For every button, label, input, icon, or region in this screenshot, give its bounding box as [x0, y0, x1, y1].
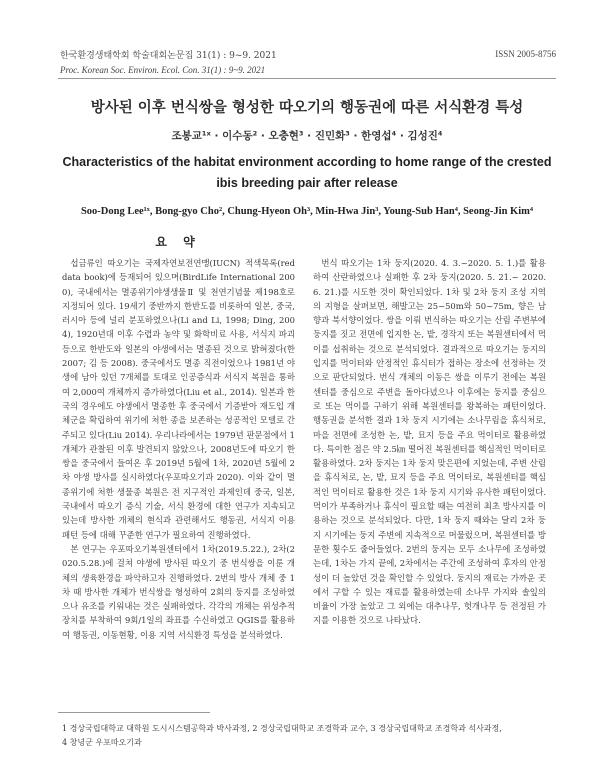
journal-header	[60, 49, 277, 77]
footnote-affiliations: 4 창녕군 우포따오기과	[62, 738, 142, 747]
journal-header-en: Proc. Korean Soc. Environ. Ecol. Con. 31(1) : 9~9. 2021	[60, 65, 266, 75]
title-english: Characteristics of the habitat environment according to home range of the crested ibis breeding pair after release	[62, 155, 552, 190]
abstract-heading: 요 약	[155, 235, 201, 249]
authors-korean: 조봉교¹ˣ · 이수동² · 오충현³ · 진민화³ · 한영섭⁴ · 김성진⁴	[171, 130, 443, 142]
abstract-paragraph: 섭금류인 따오기는 국제자연보전연맹(IUCN) 적색목록(red data book)에 등재되어 있으며(BirdLife International 2000), 국내에서는 멸종위기야생생물Ⅱ 및 천연기념물 제198호로 지정되어 있다. 19세기 중반까지 한반도를 비롯하여 일본, 중국, 러시아 등에 널리 분포하였으나(Li and Li, 1998; Ding, 2004), 1920년대 이후 수렵과 농약 및 화학비료 사용, 서식지 파괴 등으로 한반도와 일본의 야생에서는 멸종된 것으로 밝혀졌다(한 2007; 김 등 2008). 중국에서도 멸종 직전이었으나 1981년 야생에 남아 있던 7개체를 토대로 인공증식과 서식지 복원을 통하여 2,000여 개체까지 증가하였다(Liu et al., 2014). 일본과 한국의 경우에도 야생에서 멸종한 후 중국에서 기증받아 재도입 개체군을 확립하여 위기에 처한 종을 보존하는 성공적인 모델로 간주되고 있다(Liu 2014). 우리나라에서는 1979년 판문점에서 1개체가 관찰된 이후 발견되지 않았으나, 2008년도에 따오기 한 쌍을 중국에서 들여온 후 2019년 5월에 1차, 2020년 5월에 2차 야생 방사를 실시하였다(우포따오기과 2020). 이와 같이 멸종위기에 처한 생물종 복원은 전 지구적인 과제인데 중국, 일본, 국내에서 따오기 증식 기술, 서식 환경에 대한 연구가 지속되고 있는데 방사한 개체의 현식과 관련해서도 행동권, 서식지 이용 패턴 등에 대해 꾸준한 연구가 필요하여 진행하였다.	[62, 258, 295, 540]
issn: ISSN 2005-8756	[495, 49, 556, 59]
title-korean: 방사된 이후 번식쌍을 형성한 따오기의 행동권에 따른 서식환경 특성	[90, 100, 524, 116]
authors-english: Soo-Dong Lee¹ˣ, Bong-gyo Cho², Chung-Hyeon Oh³, Min-Hwa Jin³, Young-Sub Han⁴, Seong-Jin Kim⁴	[80, 206, 534, 217]
journal-header-ko: 한국환경생태학회 학술대회논문집 31(1) : 9~9. 2021	[60, 51, 277, 61]
footnotes	[58, 722, 556, 750]
header-rule	[58, 78, 556, 79]
abstract-right-column	[313, 256, 546, 628]
abstract-paragraph: 번식 따오기는 1차 둥지(2020. 4. 3.~2020. 5. 1.)를 활용하여 산란하였으나 실패한 후 2차 둥지(2020. 5. 21.~ 2020. 6. 21.)를 시도한 것이 확인되었다. 1차 및 2차 둥지 조성 지역의 지형을 살펴보면, 해발고는 25~50m와 50~75m, 향은 남향과 북서향이었다. 쌍을 이뤄 번식하는 따오기는 산림 주변부에 둥지를 짓고 전면에 입지한 논, 밭, 경작지 또는 복원센터에서 먹이를 섭취하는 것으로 분석되었다. 결과적으로 따오기는 둥지의 입지를 먹이터와 안정적인 휴식터가 접하는 장소에 선정하는 것으로 판단되었다. 번식 개체의 이동은 쌍을 이루기 전에는 복원센터를 중심으로 주변을 돌아다녔으나 이후에는 둥지를 중심으로 또는 먹이를 구하기 위해 복원센터를 왕복하는 패턴이었다. 행동권을 분석한 결과 1차 둥지 시기에는 소나무림을 휴식처로, 마을 전면에 조성한 논, 밭, 묘지 등을 주요 먹이터로 활용하였다. 특이한 점은 약 2.5㎞ 떨어진 복원센터를 핵심적인 먹이터로 활용하였다. 2차 둥지는 1차 둥지 맞은편에 지었는데, 주변 산림을 휴식처로, 논, 밭, 묘지 등을 주요 먹이터로, 복원센터를 핵심적인 먹이터로 활용한 것은 1차 둥지 시기와 유사한 패턴이었다. 먹이가 부족하거나 휴식이 필요할 때는 여전히 최초 방사지를 이용하는 것으로 분석되었다. 다만, 1차 둥지 때와는 달리 2차 둥지 시기에는 둥지 주변에 지속적으로 머물렀으며, 복원센터를 방문한 횟수도 줄어들었다. 2번의 둥지는 모두 소나무에 조성하였는데, 1차는 가지 끝에, 2차에서는 주간에 조성하여 후자의 안정성이 더 높았던 것을 확인할 수 있었다. 둥지의 재료는 가까운 곳에서 구할 수 있는 재료를 활용하였는데 소나무 가지와 솔잎의 비율이 가장 높았고 그 외에는 대추나무, 헛개나무 등 전정된 가지를 이용한 것으로 나타났다.	[313, 258, 546, 626]
abstract-left-column	[62, 256, 295, 642]
footnote-rule	[58, 712, 210, 713]
abstract-paragraph: 본 연구는 우포따오기복원센터에서 1차(2019.5.22.), 2차(2020.5.28.)에 걸쳐 야생에 방사된 따오기 중 번식쌍을 이룬 개체의 생육환경을 파악하고자 진행하였다. 2번의 방사 개체 중 1차 때 방사한 개체가 번식쌍을 형성하여 2회의 둥지를 조성하였으나 유조를 키워내는 것은 실패하였다. 각각의 개체는 위성추적장치를 부착하여 9회/1일의 좌표를 수신하였고 QGIS를 활용하여 행동권, 이동현황, 이용 지역 서식환경 특성을 분석하였다.	[62, 543, 295, 640]
footnote-affiliations: 1 경상국립대학교 대학원 도시시스템공학과 박사과정, 2 경상국립대학교 조경학과 교수, 3 경상국립대학교 조경학과 석사과정,	[62, 724, 502, 733]
